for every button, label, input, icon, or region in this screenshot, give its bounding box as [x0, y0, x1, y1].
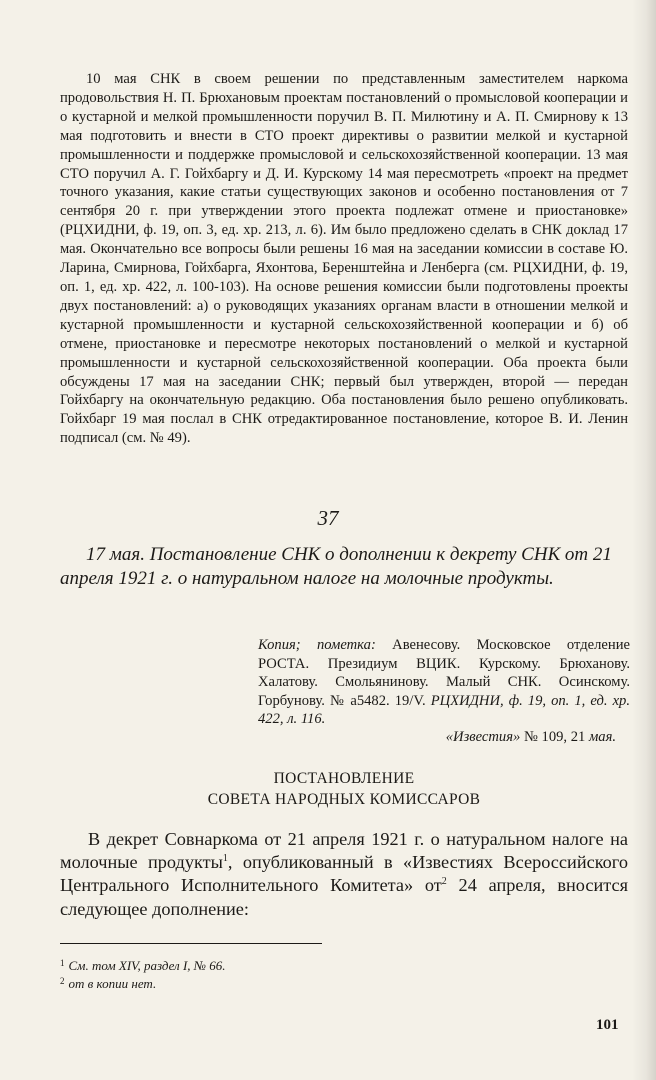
publication-month: мая. — [588, 729, 616, 745]
copy-note — [258, 636, 630, 729]
publication-source: «Известия» — [445, 729, 521, 745]
copy-note-label: Копия; пометка: — [258, 637, 376, 653]
copy-note-text — [258, 636, 630, 729]
decree-paragraph — [60, 828, 628, 921]
decree-heading-line-2: СОВЕТА НАРОДНЫХ КОМИССАРОВ — [207, 791, 481, 808]
page-number: 101 — [596, 1017, 619, 1033]
document-number: 37 — [317, 506, 339, 530]
footnote-2-text: от в копии нет. — [68, 976, 157, 991]
publication-issue: № 109, 21 — [520, 729, 589, 745]
footnote-1 — [60, 955, 226, 974]
publication-note — [258, 728, 630, 746]
footnote-2-number: 2 — [60, 976, 65, 986]
intro-paragraph — [60, 70, 628, 448]
decree-body — [60, 828, 628, 921]
document-title: 17 мая. Постановление СНК о дополнении к декрету СНК от 21 апреля 1921 г. о натуральном налоге на молочные продукты. — [60, 544, 612, 589]
copy-note-recipients: Авенесову. Московское отделение РОСТА. Президиум ВЦИК. Курскому. Брюханову. Халатову. Смольянинову. Малый СНК. Осинскому. Горбунову. № а5482. 19/V. — [258, 637, 630, 709]
footnote-ref-2: 2 — [441, 876, 447, 888]
intro-paragraph-text: 10 мая СНК в своем решении по представленным заместителем наркома продовольствия Н. П. Брюхановым проектам постановлений о промысловой кооперации и о кустарной и мелкой промышленности поручил В. П. Милютину и А. П. Смирнову к 13 мая подготовить и внести в СТО проект директивы о развитии мелкой и кустарной промышленности и поддержке промысловой и сельскохозяйственной кооперации. 13 мая СТО поручил А. Г. Гойхбаргу и Д. И. Курскому 14 мая пересмотреть «проект на предмет точного указания, какие статьи существующих законов и особенно постановления от 7 сентября 20 г. при утверждении этого проекта подлежат отмене и приостановке» (РЦХИДНИ, ф. 19, оп. 3, ед. хр. 213, л. 6). Им было предложено сделать в СНК доклад 17 мая. Окончательно все вопросы были решены 16 мая на заседании комиссии в составе Ю. Ларина, Смирнова, Гойхбарга, Яхонтова, Беренштейна и Ленберга (см. РЦХИДНИ, ф. 19, оп. 1, ед. хр. 422, л. 100-103). На основе решения комиссии были подготовлены проекты двух постановлений: а) о руководящих указаниях органам власти в отношении мелкой и кустарной промышленности и кустарной сельскохозяйственной кооперации и б) об отмене, приостановке и пересмотре некоторых постановлений о мелкой и кустарной промышленности и кустарной сельскохозяйственной кооперации. Оба проекта были обсуждены 17 мая на заседании СНК; первый был утвержден, второй — передан Гойхбаргу на окончательную редакцию. Оба постановления было решено опубликовать. Гойхбарг 19 мая послал в СНК отредактированное постановление, которое В. И. Ленин подписал (см. № 49). — [60, 71, 628, 447]
footnote-1-number: 1 — [60, 958, 65, 968]
footnote-2 — [60, 973, 156, 992]
decree-text-part-3: 24 апреля, вносится следующее дополнение: — [60, 875, 628, 919]
footnote-ref-1: 1 — [222, 853, 228, 865]
decree-text-part-2: , опубликованный в «Известиях Всероссийского Центрального Исполнительного Комитета» от — [60, 852, 628, 896]
footnote-divider — [60, 943, 322, 944]
copy-note-archive: РЦХИДНИ, ф. 19, оп. 1, ед. хр. 422, л. 116. — [258, 692, 630, 727]
page-fold-shadow — [632, 0, 656, 1080]
decree-heading-line-1: ПОСТАНОВЛЕНИЕ — [273, 770, 415, 787]
footnote-1-text: См. том XIV, раздел I, № 66. — [68, 958, 226, 973]
decree-text-part-1: В декрет Совнаркома от 21 апреля 1921 г. о натуральном налоге на молочные продукты — [60, 829, 628, 873]
